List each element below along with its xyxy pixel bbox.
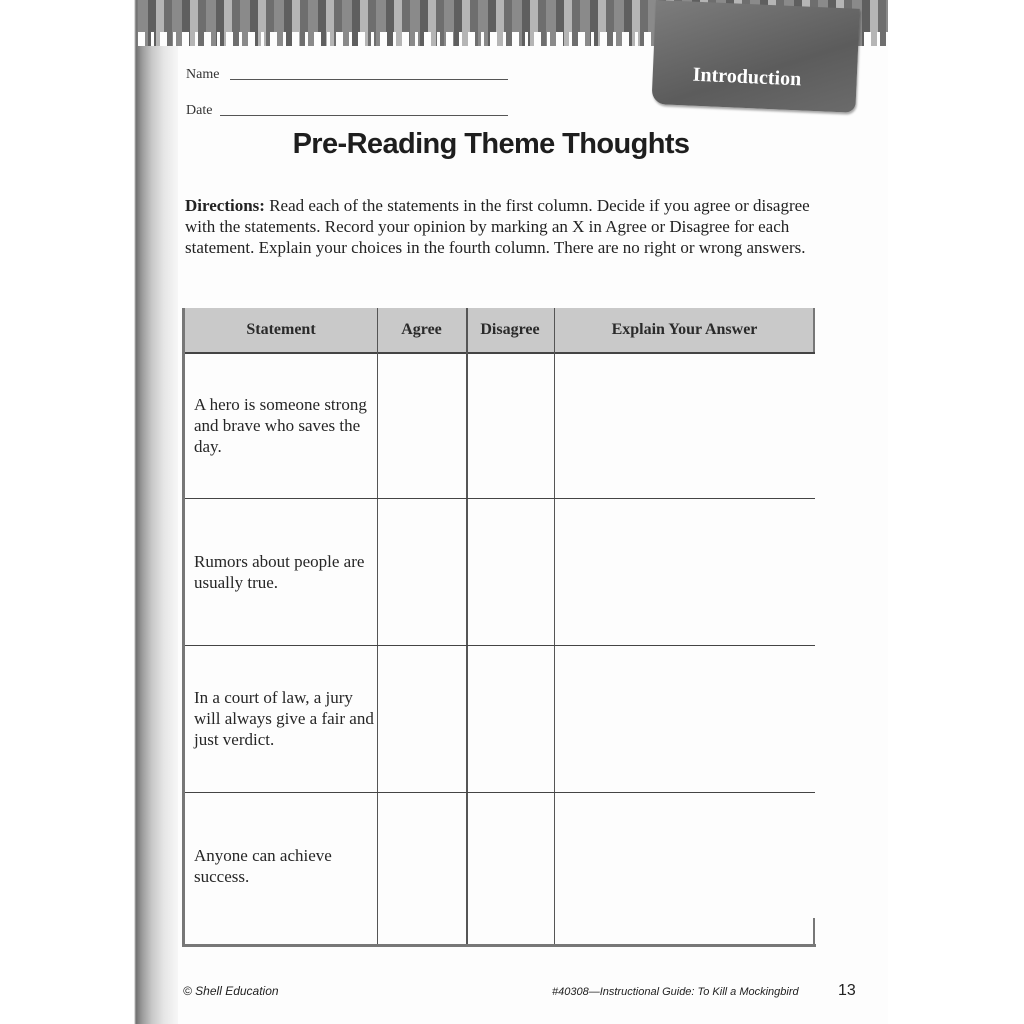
section-tab-label: Introduction — [692, 63, 802, 91]
directions-paragraph — [185, 195, 815, 258]
directions-label: Directions: — [185, 196, 265, 215]
column-divider — [554, 308, 555, 946]
book-reference: #40308—Instructional Guide: To Kill a Mockingbird — [552, 986, 799, 998]
table-row-statement: Rumors about people are usually true. — [194, 552, 365, 592]
name-write-line — [230, 79, 508, 80]
directions-text: Read each of the statements in the first column. Decide if you agree or disagree with the statements. Record your opinion by marking an X in Agree or Disagree for each statement. Explain your choices in the fourth column. There are no right or wrong answers. — [185, 196, 810, 257]
section-tab — [651, 0, 859, 113]
page-title: Pre-Reading Theme Thoughts — [292, 128, 690, 160]
column-header-agree: Agree — [401, 321, 442, 338]
book-binding-shadow — [0, 0, 178, 1024]
table-right-edge-bottom — [813, 918, 815, 946]
date-write-line — [220, 115, 508, 116]
date-field — [186, 103, 212, 119]
row-divider — [185, 792, 815, 793]
date-label: Date — [186, 103, 213, 118]
column-header-statement: Statement — [246, 321, 316, 338]
table-right-edge — [813, 308, 815, 352]
theme-thoughts-table — [182, 308, 815, 946]
table-bottom-border — [182, 944, 816, 947]
column-divider — [377, 308, 378, 946]
copyright-notice: © Shell Education — [183, 984, 279, 998]
row-divider — [185, 498, 815, 499]
name-field — [186, 67, 219, 83]
column-divider — [466, 308, 468, 946]
table-header — [185, 308, 815, 354]
column-header-disagree: Disagree — [480, 321, 540, 338]
page-number: 13 — [838, 982, 856, 999]
column-header-explain: Explain Your Answer — [611, 321, 758, 338]
table-row-statement: In a court of law, a jury will always give a fair and just verdict. — [194, 688, 374, 749]
table-row-statement: Anyone can achieve success. — [194, 846, 332, 886]
name-label: Name — [186, 67, 220, 82]
table-row-statement: A hero is someone strong and brave who saves the day. — [194, 395, 367, 456]
row-divider — [185, 645, 815, 646]
